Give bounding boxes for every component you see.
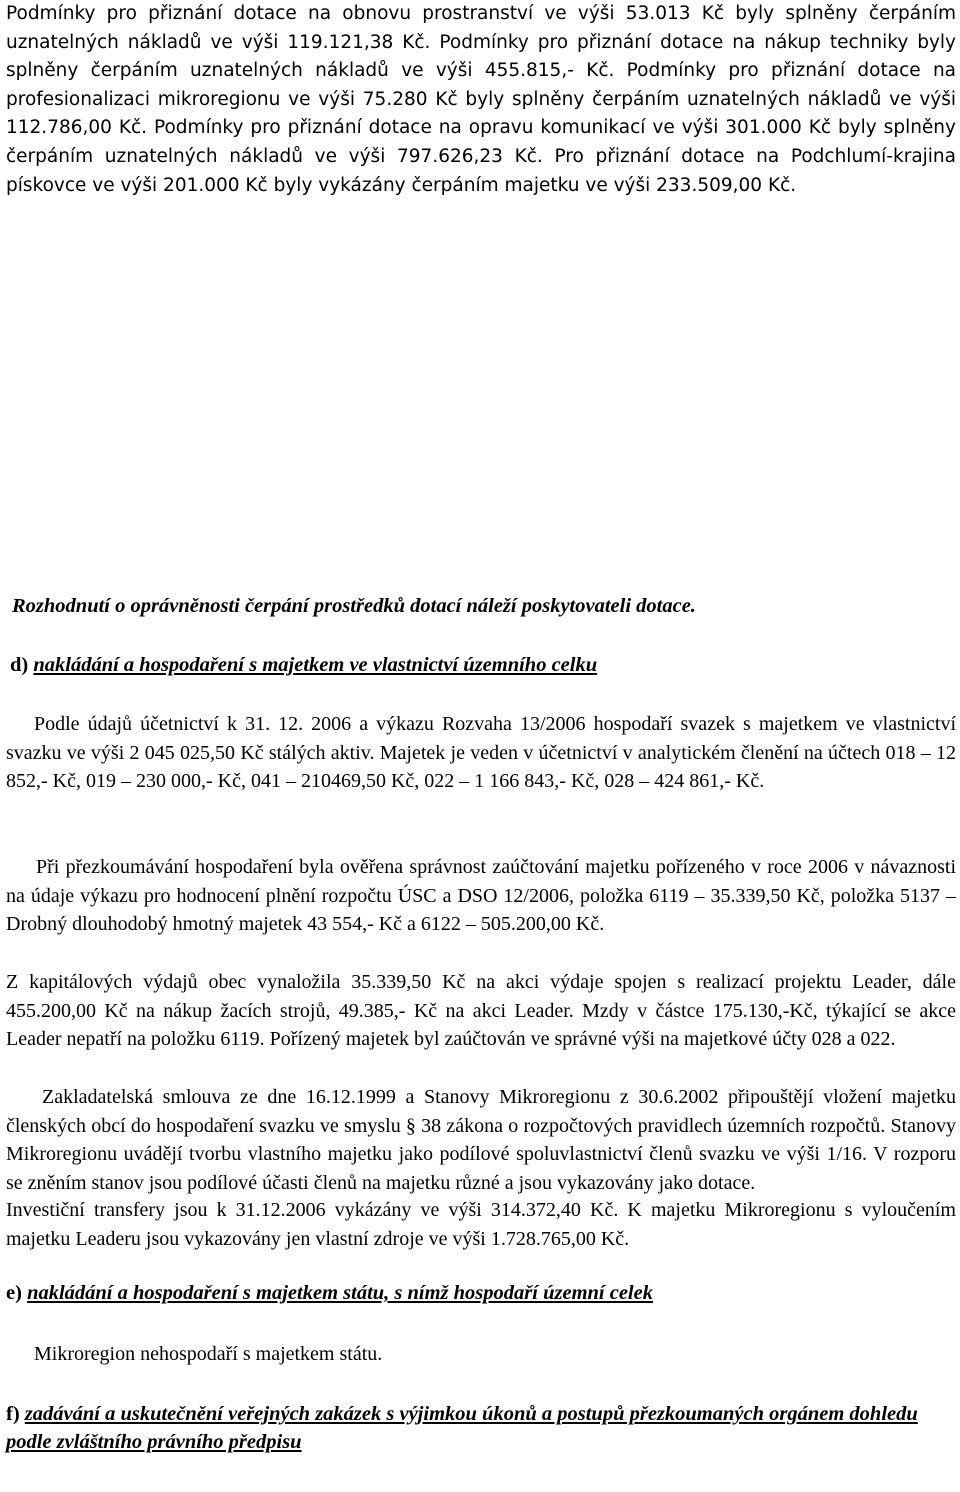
section-d-label: d) <box>10 654 29 676</box>
section-d-text-3: Z kapitálových výdajů obec vynaložila 35.339,50 Kč na akci výdaje spojen s realizací projektu Leader, dále 455.200,00 Kč na nákup žacích strojů, 49.385,- Kč na akci Leader. Mzdy v částce 175.130,-Kč, týkající se akce Leader nepatří na položku 6119. Pořízený majetek byl zaúčtován ve správné výši na majetkové účty 028 a 022. <box>6 971 956 1051</box>
section-f-label: f) <box>6 1403 20 1425</box>
section-d-paragraph-3 <box>6 968 956 1054</box>
section-d-paragraph-1 <box>6 710 956 796</box>
intro-text-2: Pro přiznání dotace na Podchlumí-krajina pískovce ve výši 201.000 Kč byly vykázány čerpáním majetku ve výši 233.509,00 Kč. <box>6 145 956 196</box>
section-d-title: nakládání a hospodaření s majetkem ve vlastnictví územního celku <box>33 654 598 676</box>
section-e-title: nakládání a hospodaření s majetkem státu, s nímž hospodaří územní celek <box>27 1282 653 1304</box>
intro-paragraph <box>6 0 956 200</box>
section-d-paragraph-5 <box>6 1196 956 1253</box>
section-d-text-2: Při přezkoumávání hospodaření byla ověřena správnost zaúčtování majetku pořízeného v roce 2006 v návaznosti na údaje výkazu pro hodnocení plnění rozpočtu ÚSC a DSO 12/2006, položka 6119 – 35.339,50 Kč, položka 5137 – Drobný dlouhodobý hmotný majetek 43 554,- Kč a 6122 – 505.200,00 Kč. <box>6 856 956 936</box>
section-d-paragraph-4 <box>6 1083 956 1197</box>
intro-text: Podmínky pro přiznání dotace na obnovu prostranství ve výši 53.013 Kč byly splněny čerpáním uznatelných nákladů ve výši 119.121,38 Kč. Podmínky pro přiznání dotace na nákup techniky byly splněny čerpáním uznatelných nákladů ve výši 455.815,- Kč. Podmínky pro přiznání dotace na profesionalizaci mikroregionu ve výši 75.280 Kč byly splněny čerpáním uznatelných nákladů ve výši 112.786,00 Kč. Podmínky pro přiznání dotace na opravu komunikací ve výši 301.000 Kč byly splněny čerpáním uznatelných nákladů ve výši 797.626,23 Kč. <box>6 3 956 167</box>
section-e-paragraph: Mikroregion nehospodaří s majetkem státu. <box>34 1343 383 1365</box>
section-f-title: zadávání a uskutečnění veřejných zakázek s výjimkou úkonů a postupů přezkoumaných orgánem dohledu podle zvláštního právního předpisu <box>6 1403 918 1453</box>
section-d-paragraph-2 <box>6 853 956 939</box>
section-d-text-4: Zakladatelská smlouva ze dne 16.12.1999 a Stanovy Mikroregionu z 30.6.2002 připouštějí vložení majetku členských obcí do hospodaření svazku ve smyslu § 38 zákona o rozpočtových pravidlech územních rozpočtů. Stanovy Mikroregionu uvádějí tvorbu vlastního majetku jako podílové spoluvlastnictví členů svazku ve výši 1/16. V rozporu se zněním stanov jsou podílové účasti členů na majetku různé a jsou vykazovány jako dotace. <box>6 1086 956 1194</box>
decision-note: Rozhodnutí o oprávněnosti čerpání prostředků dotací náleží poskytovateli dotace. <box>12 595 696 617</box>
section-e-label: e) <box>6 1282 22 1304</box>
section-d-text-1: Podle údajů účetnictví k 31. 12. 2006 a výkazu Rozvaha 13/2006 hospodaří svazek s majetkem ve vlastnictví svazku ve výši 2 045 025,50 Kč stálých aktiv. Majetek je veden v účetnictví v analytickém členění na účtech 018 – 12 852,- Kč, 019 – 230 000,- Kč, 041 – 210469,50 Kč, 022 – 1 166 843,- Kč, 028 – 424 861,- Kč. <box>6 713 956 793</box>
section-d-text-5: Investiční transfery jsou k 31.12.2006 vykázány ve výši 314.372,40 Kč. K majetku Mikroregionu s vyloučením majetku Leaderu jsou vykazovány jen vlastní zdroje ve výši 1.728.765,00 Kč. <box>6 1199 956 1250</box>
section-e-heading <box>6 1282 956 1305</box>
section-d-heading <box>10 654 960 677</box>
section-f-heading <box>6 1400 956 1456</box>
